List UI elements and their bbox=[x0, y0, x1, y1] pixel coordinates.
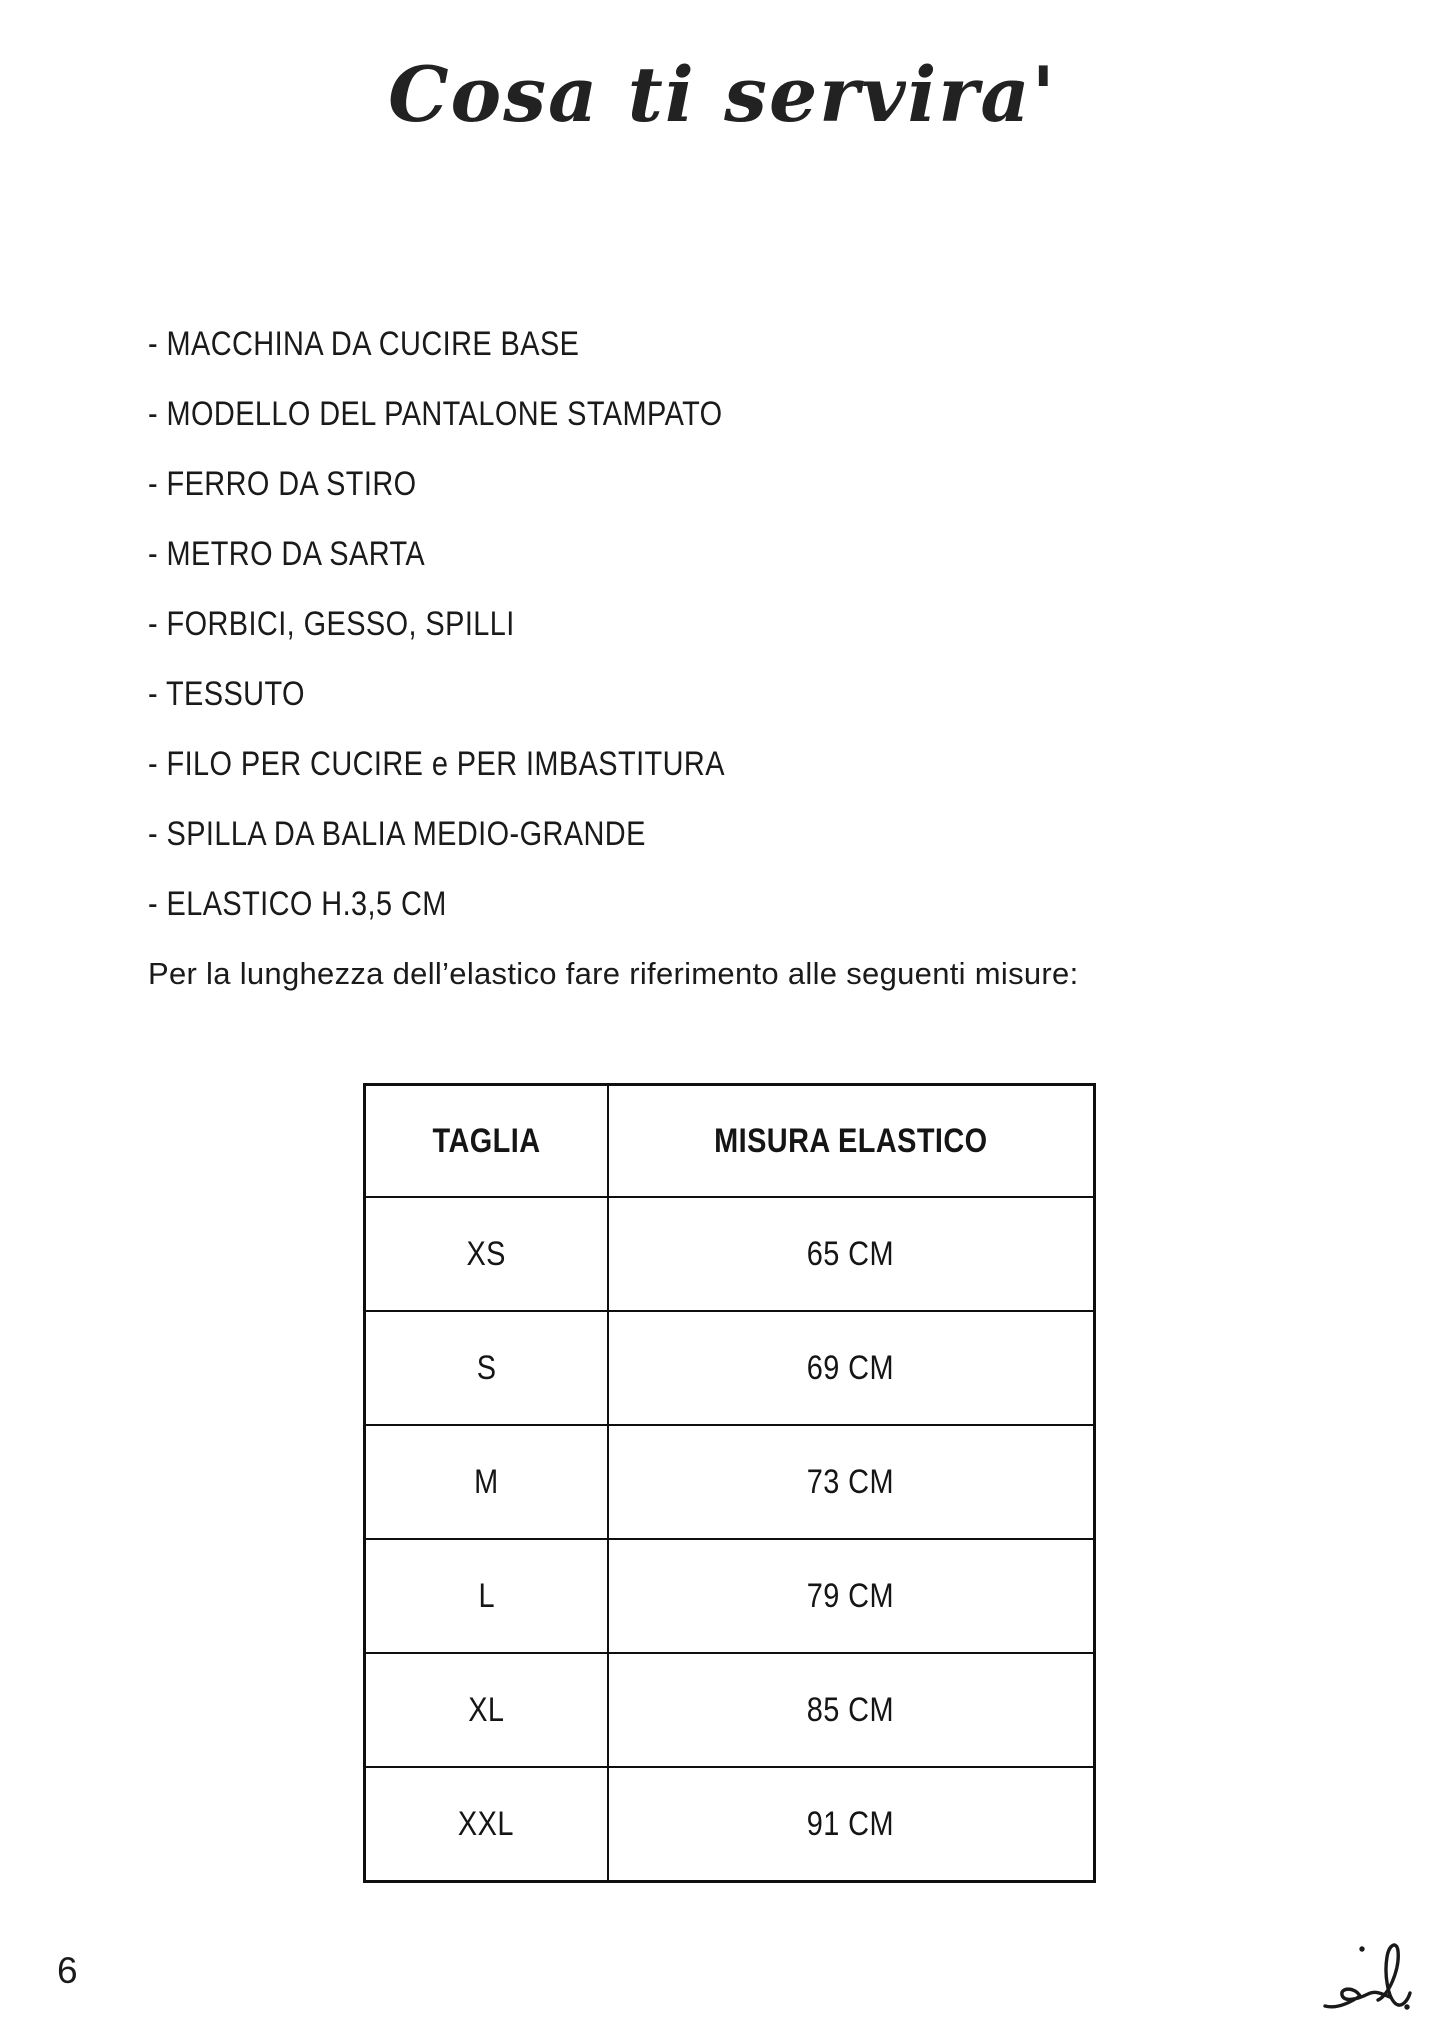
measure-value: 91 CM bbox=[807, 1804, 895, 1843]
table-row bbox=[365, 1767, 1095, 1882]
table-cell-measure bbox=[608, 1311, 1095, 1425]
column-header-misura-elastico-label: MISURA ELASTICO bbox=[714, 1121, 988, 1160]
page-title: Cosa ti servira' bbox=[388, 50, 1057, 139]
measure-value: 79 CM bbox=[807, 1576, 895, 1615]
materials-list-item bbox=[148, 869, 827, 939]
table-cell-measure bbox=[608, 1539, 1095, 1653]
column-header-taglia-label: TAGLIA bbox=[432, 1121, 541, 1160]
table-cell-size bbox=[365, 1539, 608, 1653]
table-cell-size bbox=[365, 1197, 608, 1311]
table-cell-size bbox=[365, 1425, 608, 1539]
materials-list-item-label: - MODELLO DEL PANTALONE STAMPATO bbox=[148, 394, 723, 433]
size-value: M bbox=[473, 1462, 499, 1501]
column-header-misura-elastico bbox=[608, 1085, 1095, 1198]
table-row bbox=[365, 1539, 1095, 1653]
table-cell-measure bbox=[608, 1197, 1095, 1311]
table-cell-measure bbox=[608, 1425, 1095, 1539]
size-value: S bbox=[476, 1348, 497, 1387]
table-row bbox=[365, 1197, 1095, 1311]
materials-list-item-label: - MACCHINA DA CUCIRE BASE bbox=[148, 324, 580, 363]
measure-value: 69 CM bbox=[807, 1348, 895, 1387]
materials-list-item bbox=[148, 449, 827, 519]
materials-list-item-label: - FILO PER CUCIRE e PER IMBASTITURA bbox=[148, 744, 725, 783]
materials-list-item bbox=[148, 659, 827, 729]
materials-list-item-label: - FORBICI, GESSO, SPILLI bbox=[148, 604, 515, 643]
materials-list-item-label: - METRO DA SARTA bbox=[148, 534, 426, 573]
handwritten-l-signature-icon bbox=[1320, 1936, 1434, 2022]
page-number: 6 bbox=[57, 1950, 78, 1991]
materials-list-item bbox=[148, 309, 827, 379]
column-header-taglia bbox=[365, 1085, 608, 1198]
measure-value: 85 CM bbox=[807, 1690, 895, 1729]
materials-list-item bbox=[148, 519, 827, 589]
measure-value: 73 CM bbox=[807, 1462, 895, 1501]
materials-list bbox=[148, 309, 827, 939]
table-row bbox=[365, 1653, 1095, 1767]
size-value: XL bbox=[468, 1690, 505, 1729]
materials-list-item bbox=[148, 729, 827, 799]
table-row bbox=[365, 1311, 1095, 1425]
size-value: L bbox=[477, 1576, 495, 1615]
table-cell-measure bbox=[608, 1767, 1095, 1882]
table-cell-size bbox=[365, 1653, 608, 1767]
measure-value: 65 CM bbox=[807, 1234, 895, 1273]
materials-list-item bbox=[148, 589, 827, 659]
elastic-size-table bbox=[363, 1083, 1096, 1883]
elastic-length-note: Per la lunghezza dell’elastico fare riferimento alle seguenti misure: bbox=[148, 956, 1079, 991]
materials-list-item-label: - FERRO DA STIRO bbox=[148, 464, 417, 503]
table-cell-size bbox=[365, 1767, 608, 1882]
table-cell-size bbox=[365, 1311, 608, 1425]
materials-list-item-label: - ELASTICO H.3,5 CM bbox=[148, 884, 447, 923]
materials-list-item bbox=[148, 799, 827, 869]
materials-list-item-label: - TESSUTO bbox=[148, 674, 305, 713]
table-header-row bbox=[365, 1085, 1095, 1198]
table-cell-measure bbox=[608, 1653, 1095, 1767]
materials-list-item bbox=[148, 379, 827, 449]
table-row bbox=[365, 1425, 1095, 1539]
materials-list-item-label: - SPILLA DA BALIA MEDIO-GRANDE bbox=[148, 814, 646, 853]
size-value: XXL bbox=[458, 1804, 515, 1843]
size-value: XS bbox=[466, 1234, 506, 1273]
